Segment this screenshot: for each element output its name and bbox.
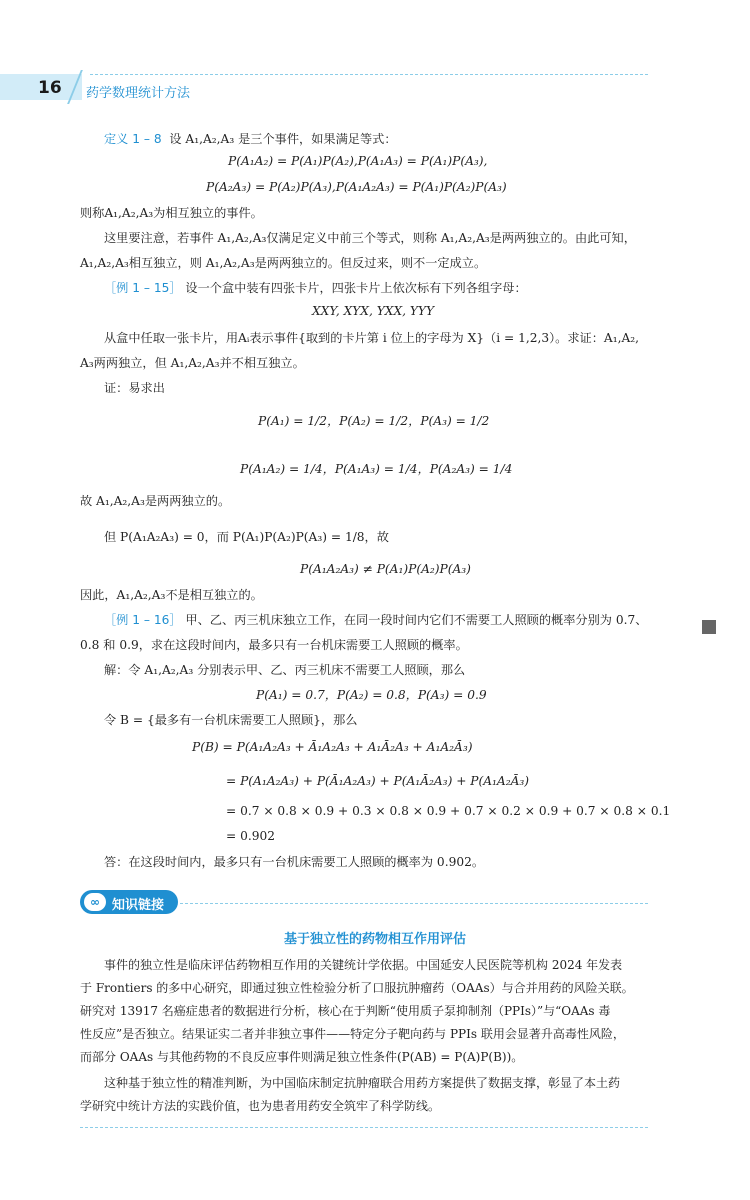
equation-1: P(A₁A₂) = P(A₁)P(A₂),P(A₁A₃) = P(A₁)P(A₃),: [228, 154, 488, 168]
side-marker-icon: [702, 620, 716, 634]
definition-line: [104, 130, 397, 148]
knowledge-p1-line-1: 事件的独立性是临床评估药物相互作用的关键统计学依据。中国延安人民医院等机构 2024 年发表: [104, 958, 623, 972]
final-conclusion: 因此，A₁,A₂,A₃不是相互独立的。: [80, 588, 263, 602]
knowledge-rule-top: [180, 903, 648, 904]
example-15-question-2: A₃两两独立，但 A₁,A₂,A₃并不相互独立。: [80, 356, 305, 370]
answer-line: 答：在这段时间内，最多只有一台机床需要工人照顾的概率为 0.902。: [104, 855, 485, 869]
example-15-text: 设一个盒中装有四张卡片，四张卡片上依次标有下列各组字母：: [185, 281, 527, 295]
knowledge-p1-line-5: 而部分 OAAs 与其他药物的不良反应事件则满足独立性条件(P(AB) = P(A)P(B))。: [80, 1050, 524, 1064]
single-probabilities: P(A₁) = 1/2，P(A₂) = 1/2，P(A₃) = 1/2: [258, 414, 490, 428]
knowledge-p1-line-4: 性反应”是否独立。结果证实二者并非独立事件——特定分子靶向药与 PPIs 联用会显著升高毒性风险，: [80, 1027, 625, 1041]
pb-line-3: = 0.7 × 0.8 × 0.9 + 0.3 × 0.8 × 0.9 + 0.7 × 0.2 × 0.9 + 0.7 × 0.8 × 0.1: [226, 804, 671, 818]
inequality: P(A₁A₂A₃) ≠ P(A₁)P(A₂)P(A₃): [300, 562, 471, 576]
example-15-label: ［例 1 – 15］: [104, 281, 182, 295]
running-title: 药学数理统计方法: [86, 86, 191, 101]
example-16-line: [104, 611, 647, 629]
example-16-text: 甲、乙、丙三机床独立工作，在同一段时间内它们不需要工人照顾的概率分别为 0.7、: [185, 613, 648, 627]
definition-text: 设 A₁,A₂,A₃ 是三个事件，如果满足等式：: [169, 132, 397, 146]
pb-line-4: = 0.902: [226, 829, 275, 843]
pairwise-conclusion: 故 A₁,A₂,A₃是两两独立的。: [80, 494, 231, 508]
pair-probabilities: P(A₁A₂) = 1/4，P(A₁A₃) = 1/4，P(A₂A₃) = 1/4: [240, 462, 513, 476]
definition-label: 定义 1 – 8: [104, 132, 162, 146]
header-rule: [90, 74, 648, 75]
solution-probabilities: P(A₁) = 0.7，P(A₂) = 0.8，P(A₃) = 0.9: [256, 688, 487, 702]
knowledge-p2-line-1: 这种基于独立性的精准判断，为中国临床制定抗肿瘤联合用药方案提供了数据支撑，彰显了本土药: [104, 1076, 621, 1090]
equation-2: P(A₂A₃) = P(A₂)P(A₃),P(A₁A₂A₃) = P(A₁)P(A₂)P(A₃): [206, 180, 507, 194]
link-icon: ∞: [84, 893, 106, 911]
knowledge-link-badge: [80, 890, 178, 914]
knowledge-p1-line-3: 研究对 13917 名癌症患者的数据进行分析，核心在于判断“使用质子泵抑制剂（PPIs）”与“OAAs 毒: [80, 1004, 611, 1018]
knowledge-rule-bottom: [80, 1127, 648, 1128]
proof-start: 证：易求出: [104, 381, 165, 395]
pb-line-2: = P(A₁A₂A₃) + P(Ā₁A₂A₃) + P(A₁Ā₂A₃) + P(A₁A₂Ā₃): [226, 774, 530, 788]
knowledge-p2-line-2: 学研究中统计方法的实践价值，也为患者用药安全筑牢了科学防线。: [80, 1099, 441, 1113]
note-line-1: 这里要注意，若事件 A₁,A₂,A₃仅满足定义中前三个等式，则称 A₁,A₂,A₃是两两独立的。由此可知，: [104, 231, 636, 245]
example-15-line: [104, 279, 527, 297]
triple-probability-line: 但 P(A₁A₂A₃) = 0，而 P(A₁)P(A₂)P(A₃) = 1/8，故: [104, 530, 389, 544]
definition-end: 则称A₁,A₂,A₃为相互独立的事件。: [80, 206, 263, 220]
example-15-cards: XXY, XYX, YXX, YYY: [312, 304, 435, 318]
knowledge-title: 基于独立性的药物相互作用评估: [283, 932, 466, 947]
knowledge-link-label: 知识链接: [112, 898, 165, 913]
solution-line-1: 解：令 A₁,A₂,A₃ 分别表示甲、乙、丙三机床不需要工人照顾，那么: [104, 663, 466, 677]
pb-line-1: P(B) = P(A₁A₂A₃ + Ā₁A₂A₃ + A₁Ā₂A₃ + A₁A₂Ā₃): [192, 740, 473, 754]
example-15-question-1: 从盒中任取一张卡片，用Aᵢ表示事件{取到的卡片第 i 位上的字母为 X}（i = 1,2,3）。求证：A₁,A₂,: [104, 331, 640, 345]
example-16-label: ［例 1 – 16］: [104, 613, 182, 627]
solution-line-2: 令 B = {最多有一台机床需要工人照顾}，那么: [104, 713, 358, 727]
note-line-2: A₁,A₂,A₃相互独立，则 A₁,A₂,A₃是两两独立的。但反过来，则不一定成立。: [80, 256, 487, 270]
knowledge-p1-line-2: 于 Frontiers 的多中心研究，即通过独立性检验分析了口服抗肿瘤药（OAAs）与合并用药的风险关联。: [80, 981, 634, 995]
example-16-text-2: 0.8 和 0.9，求在这段时间内，最多只有一台机床需要工人照顾的概率。: [80, 638, 468, 652]
page-number: 16: [38, 78, 62, 98]
